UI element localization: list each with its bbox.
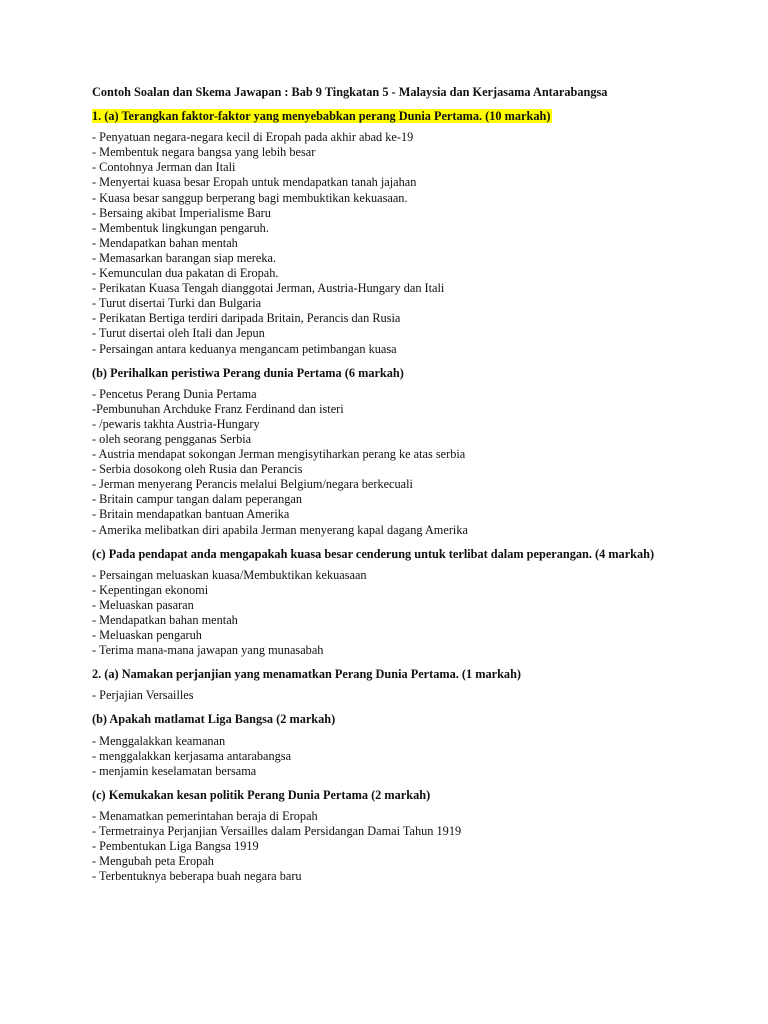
answer-item: - Meluaskan pengaruh	[92, 628, 202, 643]
question-heading	[92, 109, 728, 124]
answer-item: - Serbia dosokong oleh Rusia dan Perancis	[92, 462, 303, 477]
answer-item: - Pencetus Perang Dunia Pertama	[92, 386, 257, 401]
answer-item: - Amerika melibatkan diri apabila Jerman menyerang kapal dagang Amerika	[92, 522, 468, 537]
question-text: 1. (a) Terangkan faktor-faktor yang menyebabkan perang Dunia Pertama. (10 markah)	[92, 109, 551, 124]
answer-item: - Perikatan Bertiga terdiri daripada Britain, Perancis dan Rusia	[92, 311, 401, 326]
question-heading	[92, 667, 728, 682]
answer-item: - Memasarkan barangan siap mereka.	[92, 250, 277, 265]
answer-item: -Pembunuhan Archduke Franz Ferdinand dan isteri	[92, 401, 344, 416]
answer-item: - Kuasa besar sanggup berperang bagi membuktikan kekuasaan.	[92, 190, 408, 205]
answer-item: - Mendapatkan bahan mentah	[92, 235, 238, 250]
answer-item: - Terima mana-mana jawapan yang munasabah	[92, 643, 324, 658]
answer-item: - Britain mendapatkan bantuan Amerika	[92, 507, 290, 522]
answer-item: - Membentuk negara bangsa yang lebih besar	[92, 145, 316, 160]
question-heading	[92, 547, 728, 562]
answer-item: - Meluaskan pasaran	[92, 597, 194, 612]
answer-list	[92, 809, 728, 884]
answer-item: - Bersaing akibat Imperialisme Baru	[92, 205, 271, 220]
question-sections	[92, 109, 728, 884]
answer-item: - Pembentukan Liga Bangsa 1919	[92, 839, 259, 854]
answer-item: - oleh seorang pengganas Serbia	[92, 431, 252, 446]
answer-item: - Penyatuan negara-negara kecil di Eropah pada akhir abad ke-19	[92, 130, 414, 145]
answer-item: - Mengubah peta Eropah	[92, 854, 214, 869]
question-text: (c) Pada pendapat anda mengapakah kuasa besar cenderung untuk terlibat dalam peperangan. (4 markah)	[92, 546, 655, 561]
question-heading	[92, 366, 728, 381]
answer-item: - Mendapatkan bahan mentah	[92, 613, 238, 627]
question-text: (b) Perihalkan peristiwa Perang dunia Pertama (6 markah)	[92, 365, 404, 380]
answer-item: - Contohnya Jerman dan Itali	[92, 160, 236, 175]
answer-item: - Terbentuknya beberapa buah negara baru	[92, 869, 302, 884]
answer-item: - Austria mendapat sokongan Jerman mengisytiharkan perang ke atas serbia	[92, 447, 466, 462]
answer-item: - menjamin keselamatan bersama	[92, 763, 257, 778]
answer-list	[92, 734, 728, 779]
answer-item: - Termetrainya Perjanjian Versailles dalam Persidangan Damai Tahun 1919	[92, 824, 462, 839]
answer-item: - Kemunculan dua pakatan di Eropah.	[92, 266, 279, 281]
answer-list	[92, 688, 728, 703]
answer-item: - Turut disertai Turki dan Bulgaria	[92, 296, 262, 311]
answer-item: - Jerman menyerang Perancis melalui Belgium/negara berkecuali	[92, 477, 413, 492]
answer-item: - Perikatan Kuasa Tengah dianggotai Jerman, Austria-Hungary dan Itali	[92, 281, 445, 296]
answer-item: - menggalakkan kerjasama antarabangsa	[92, 748, 292, 763]
document-title: Contoh Soalan dan Skema Jawapan : Bab 9 Tingkatan 5 - Malaysia dan Kerjasama Antarabangsa	[92, 85, 608, 99]
answer-item: - Menamatkan pemerintahan beraja di Eropah	[92, 808, 318, 823]
question-heading	[92, 712, 728, 727]
answer-item: - Menyertai kuasa besar Eropah untuk mendapatkan tanah jajahan	[92, 175, 417, 190]
answer-list	[92, 130, 728, 356]
answer-list	[92, 387, 728, 538]
question-text: 2. (a) Namakan perjanjian yang menamatkan Perang Dunia Pertama. (1 markah)	[92, 667, 522, 682]
answer-item: - Kepentingan ekonomi	[92, 582, 209, 597]
answer-item: - /pewaris takhta Austria-Hungary	[92, 416, 260, 431]
answer-item: - Menggalakkan keamanan	[92, 733, 226, 748]
question-text: (b) Apakah matlamat Liga Bangsa (2 markah)	[92, 712, 336, 727]
answer-item: - Perjajian Versailles	[92, 688, 194, 703]
answer-item: - Britain campur tangan dalam peperangan	[92, 492, 302, 507]
answer-item: - Persaingan meluaskan kuasa/Membuktikan kekuasaan	[92, 567, 367, 582]
answer-item: - Persaingan antara keduanya mengancam petimbangan kuasa	[92, 341, 397, 356]
answer-item: - Turut disertai oleh Itali dan Jepun	[92, 326, 265, 341]
question-heading	[92, 788, 728, 803]
question-text: (c) Kemukakan kesan politik Perang Dunia Pertama (2 markah)	[92, 787, 431, 802]
answer-list	[92, 568, 728, 659]
answer-item: - Membentuk lingkungan pengaruh.	[92, 220, 269, 235]
